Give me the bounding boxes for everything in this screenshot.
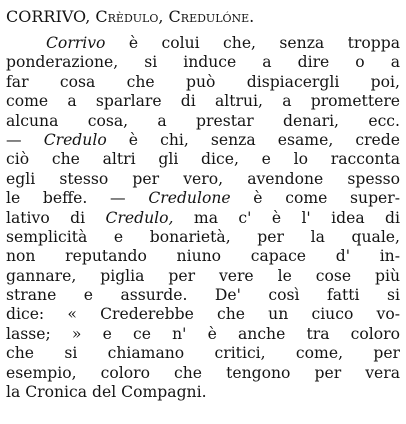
body-line: semplicità e bonarietà, per la quale,	[6, 227, 400, 246]
body-line: alcuna cosa, a prestar denari, ecc.	[6, 111, 400, 130]
body-line: Corrivo è colui che, senza troppa	[46, 34, 400, 52]
term: Credulo,	[105, 208, 174, 227]
headword-end: .	[249, 7, 255, 26]
body-line: egli stesso per vero, avendone spesso	[6, 169, 400, 188]
body-line: lativo di Credulo, ma c' è l' idea di	[6, 208, 400, 227]
term: Credulo	[43, 130, 107, 149]
body-line: dice: « Crederebbe che un ciuco vo-	[6, 305, 400, 324]
body-line: gannare, piglia per vere le cose più	[6, 266, 400, 285]
body-line: lasse; » e ce n' è anche tra coloro	[6, 324, 400, 343]
body-line: le beffe. — Credulone è come super-	[6, 189, 400, 208]
headword-separator: ,	[158, 7, 169, 26]
body-line: far cosa che può dispiacergli poi,	[6, 72, 400, 91]
body-line: ponderazione, si induce a dire o a	[6, 53, 400, 72]
body-line: strane e assurde. De' così fatti si	[6, 286, 400, 305]
headword-corrivo: CORRIVO	[6, 7, 86, 26]
headword-separator: ,	[85, 7, 96, 26]
headword-credulo: Crèdulo	[95, 7, 159, 26]
entry-body	[6, 34, 402, 402]
body-line: come a sparlare di altrui, a promettere	[6, 92, 400, 111]
body-line: ciò che altri gli dice, e lo racconta	[6, 150, 400, 169]
body-line: la Cronica del Compagni.	[6, 383, 207, 402]
body-line: che si chiamano critici, come, per	[6, 344, 400, 363]
entry-title	[6, 6, 402, 28]
body-line: esempio, coloro che tengono per vera	[6, 363, 400, 382]
term: Credulone	[148, 189, 231, 208]
body-line: — Credulo è chi, senza esame, crede	[6, 130, 400, 149]
body-line: non reputando niuno capace d' in-	[6, 247, 400, 266]
term: Corrivo	[46, 34, 106, 52]
headword-credulone: Credulóne	[168, 7, 250, 26]
